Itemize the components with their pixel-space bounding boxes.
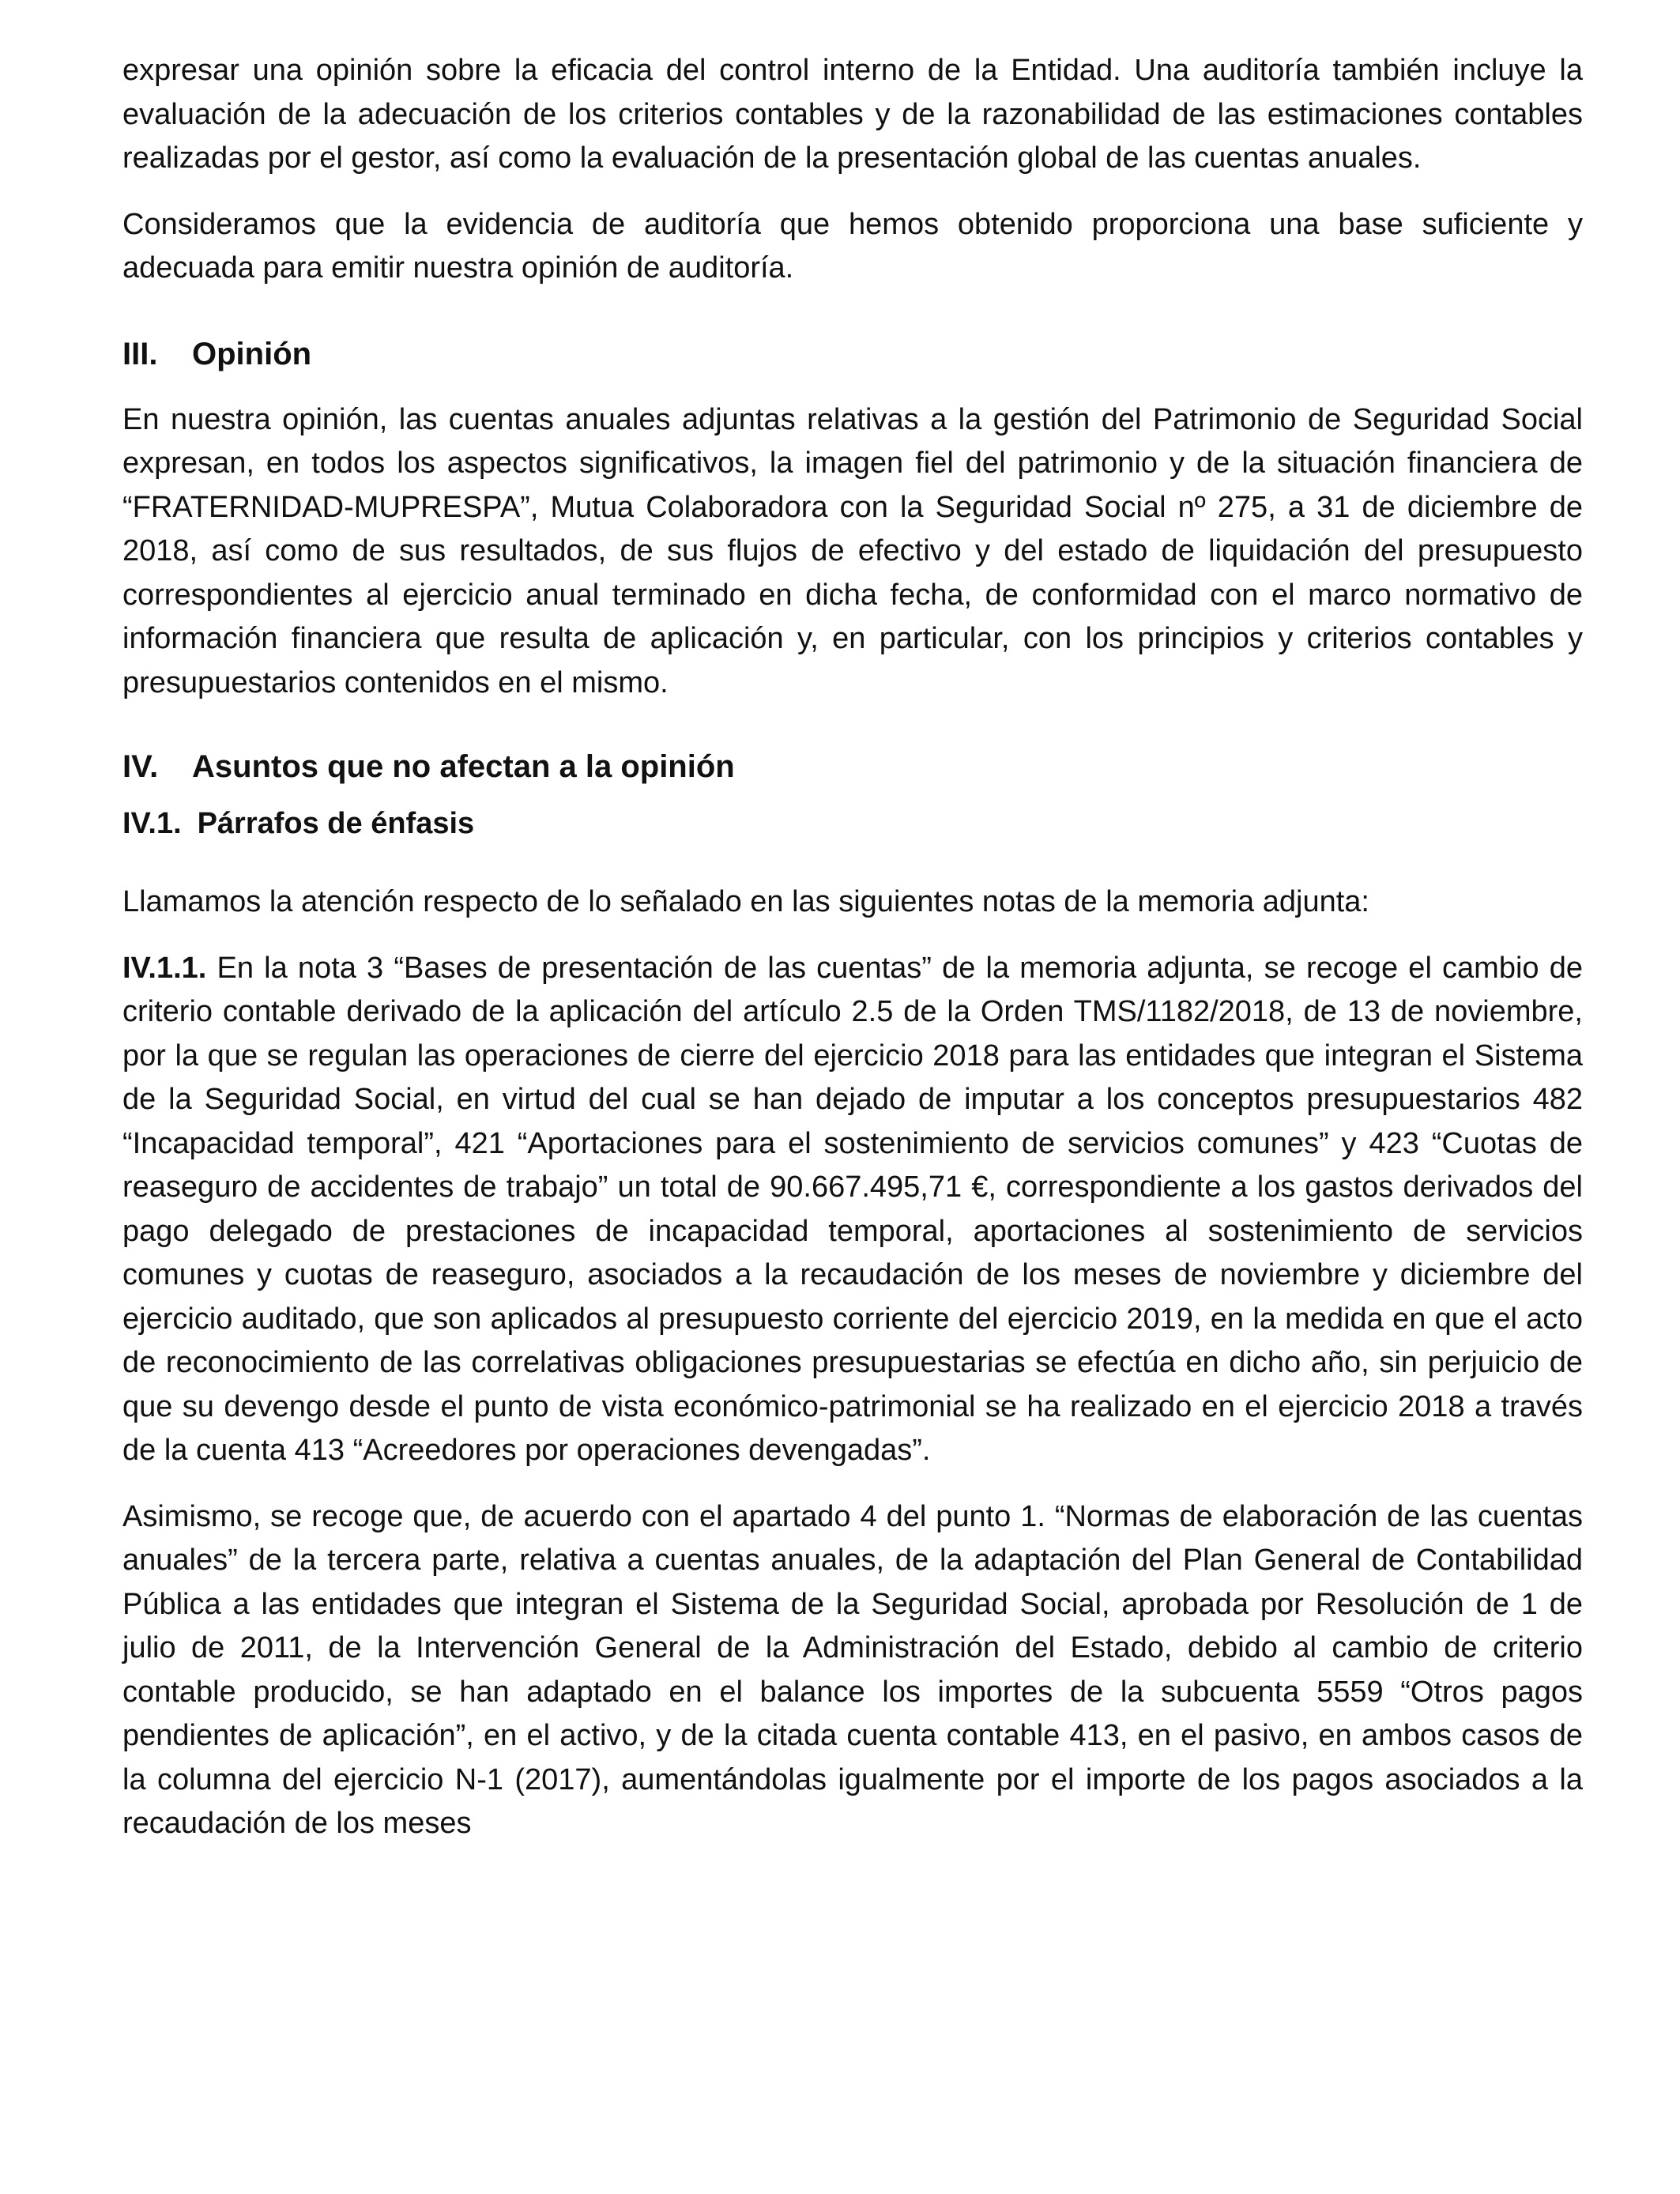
paragraph-opinion: En nuestra opinión, las cuentas anuales adjuntas relativas a la gestión del Patrimonio de Seguridad Social expresan, en todos los aspectos significativos, la imagen fiel del patrimonio y de la situación financiera de “FRATERNIDAD-MUPRESPA”, Mutua Colaboradora con la Seguridad Social nº 275, a 31 de diciembre de 2018, así como de sus resultados, de sus flujos de efectivo y del estado de liquidación del presupuesto correspondientes al ejercicio anual terminado en dicha fecha, de conformidad con el marco normativo de información financiera que resulta de aplicación y, en particular, con los principios y criterios contables y presupuestarios contenidos en el mismo. [122, 402, 1583, 699]
item-text: En la nota 3 “Bases de presentación de las cuentas” de la memoria adjunta, se recoge el cambio de criterio contable derivado de la aplicación del artículo 2.5 de la Orden TMS/1182/2018, de 13 de noviembre, por la que se regulan las operaciones de cierre del ejercicio 2018 para las entidades que integran el Sistema de la Seguridad Social, en virtud del cual se han dejado de imputar a los conceptos presupuestarios 482 “Incapacidad temporal”, 421 “Aportaciones para el sostenimiento de servicios comunes” y 423 “Cuotas de reaseguro de accidentes de trabajo” un total de 90.667.495,71 €, correspondiente a los gastos derivados del pago delegado de prestaciones de incapacidad temporal, aportaciones al sostenimiento de servicios comunes y cuotas de reaseguro, asociados a la recaudación de los meses de noviembre y diciembre del ejercicio auditado, que son aplicados al presupuesto corriente del ejercicio 2019, en la medida en que el acto de reconocimiento de las correlativas obligaciones presupuestarias se efectúa en dicho año, sin perjuicio de que su devengo desde el punto de vista económico-patrimonial se ha realizado en el ejercicio 2018 a través de la cuenta 413 “Acreedores por operaciones devengadas”. [122, 951, 1583, 1467]
subsection-heading-enfasis [122, 801, 1583, 846]
section-number: IV. [122, 749, 159, 784]
section-heading-opinion [122, 332, 1583, 376]
subsection-number: IV.1. [122, 807, 182, 840]
paragraph-intro-2: Consideramos que la evidencia de auditoría que hemos obtenido proporciona una base suficiente y adecuada para emitir nuestra opinión de auditoría. [122, 207, 1583, 285]
paragraph-item-iv-1-1 [122, 947, 1583, 1473]
paragraph-intro-1: expresar una opinión sobre la eficacia del control interno de la Entidad. Una auditoría también incluye la evaluación de la adecuación de los criterios contables y de la razonabilidad de las estimaciones contables realizadas por el gestor, así como la evaluación de la presentación global de las cuentas anuales. [122, 54, 1583, 175]
section-heading-asuntos [122, 745, 1583, 789]
section-title: Asuntos que no afectan a la opinión [192, 749, 735, 784]
document-page [122, 49, 1583, 1868]
section-title: Opinión [192, 336, 312, 371]
section-number: III. [122, 336, 158, 371]
item-label: IV.1.1. [122, 951, 207, 985]
subsection-title: Párrafos de énfasis [197, 807, 475, 840]
paragraph-llamamos: Llamamos la atención respecto de lo señalado en las siguientes notas de la memoria adjunta: [122, 885, 1369, 918]
paragraph-asimismo: Asimismo, se recoge que, de acuerdo con el apartado 4 del punto 1. “Normas de elaboración de las cuentas anuales” de la tercera parte, relativa a cuentas anuales, de la adaptación del Plan General de Contabilidad Pública a las entidades que integran el Sistema de la Seguridad Social, aprobada por Resolución de 1 de julio de 2011, de la Intervención General de la Administración del Estado, debido al cambio de criterio contable producido, se han adaptado en el balance los importes de la subcuenta 5559 “Otros pagos pendientes de aplicación”, en el activo, y de la citada cuenta contable 413, en el pasivo, en ambos casos de la columna del ejercicio N-1 (2017), aumentándolas igualmente por el importe de los pagos asociados a la recaudación de los meses [122, 1499, 1583, 1840]
